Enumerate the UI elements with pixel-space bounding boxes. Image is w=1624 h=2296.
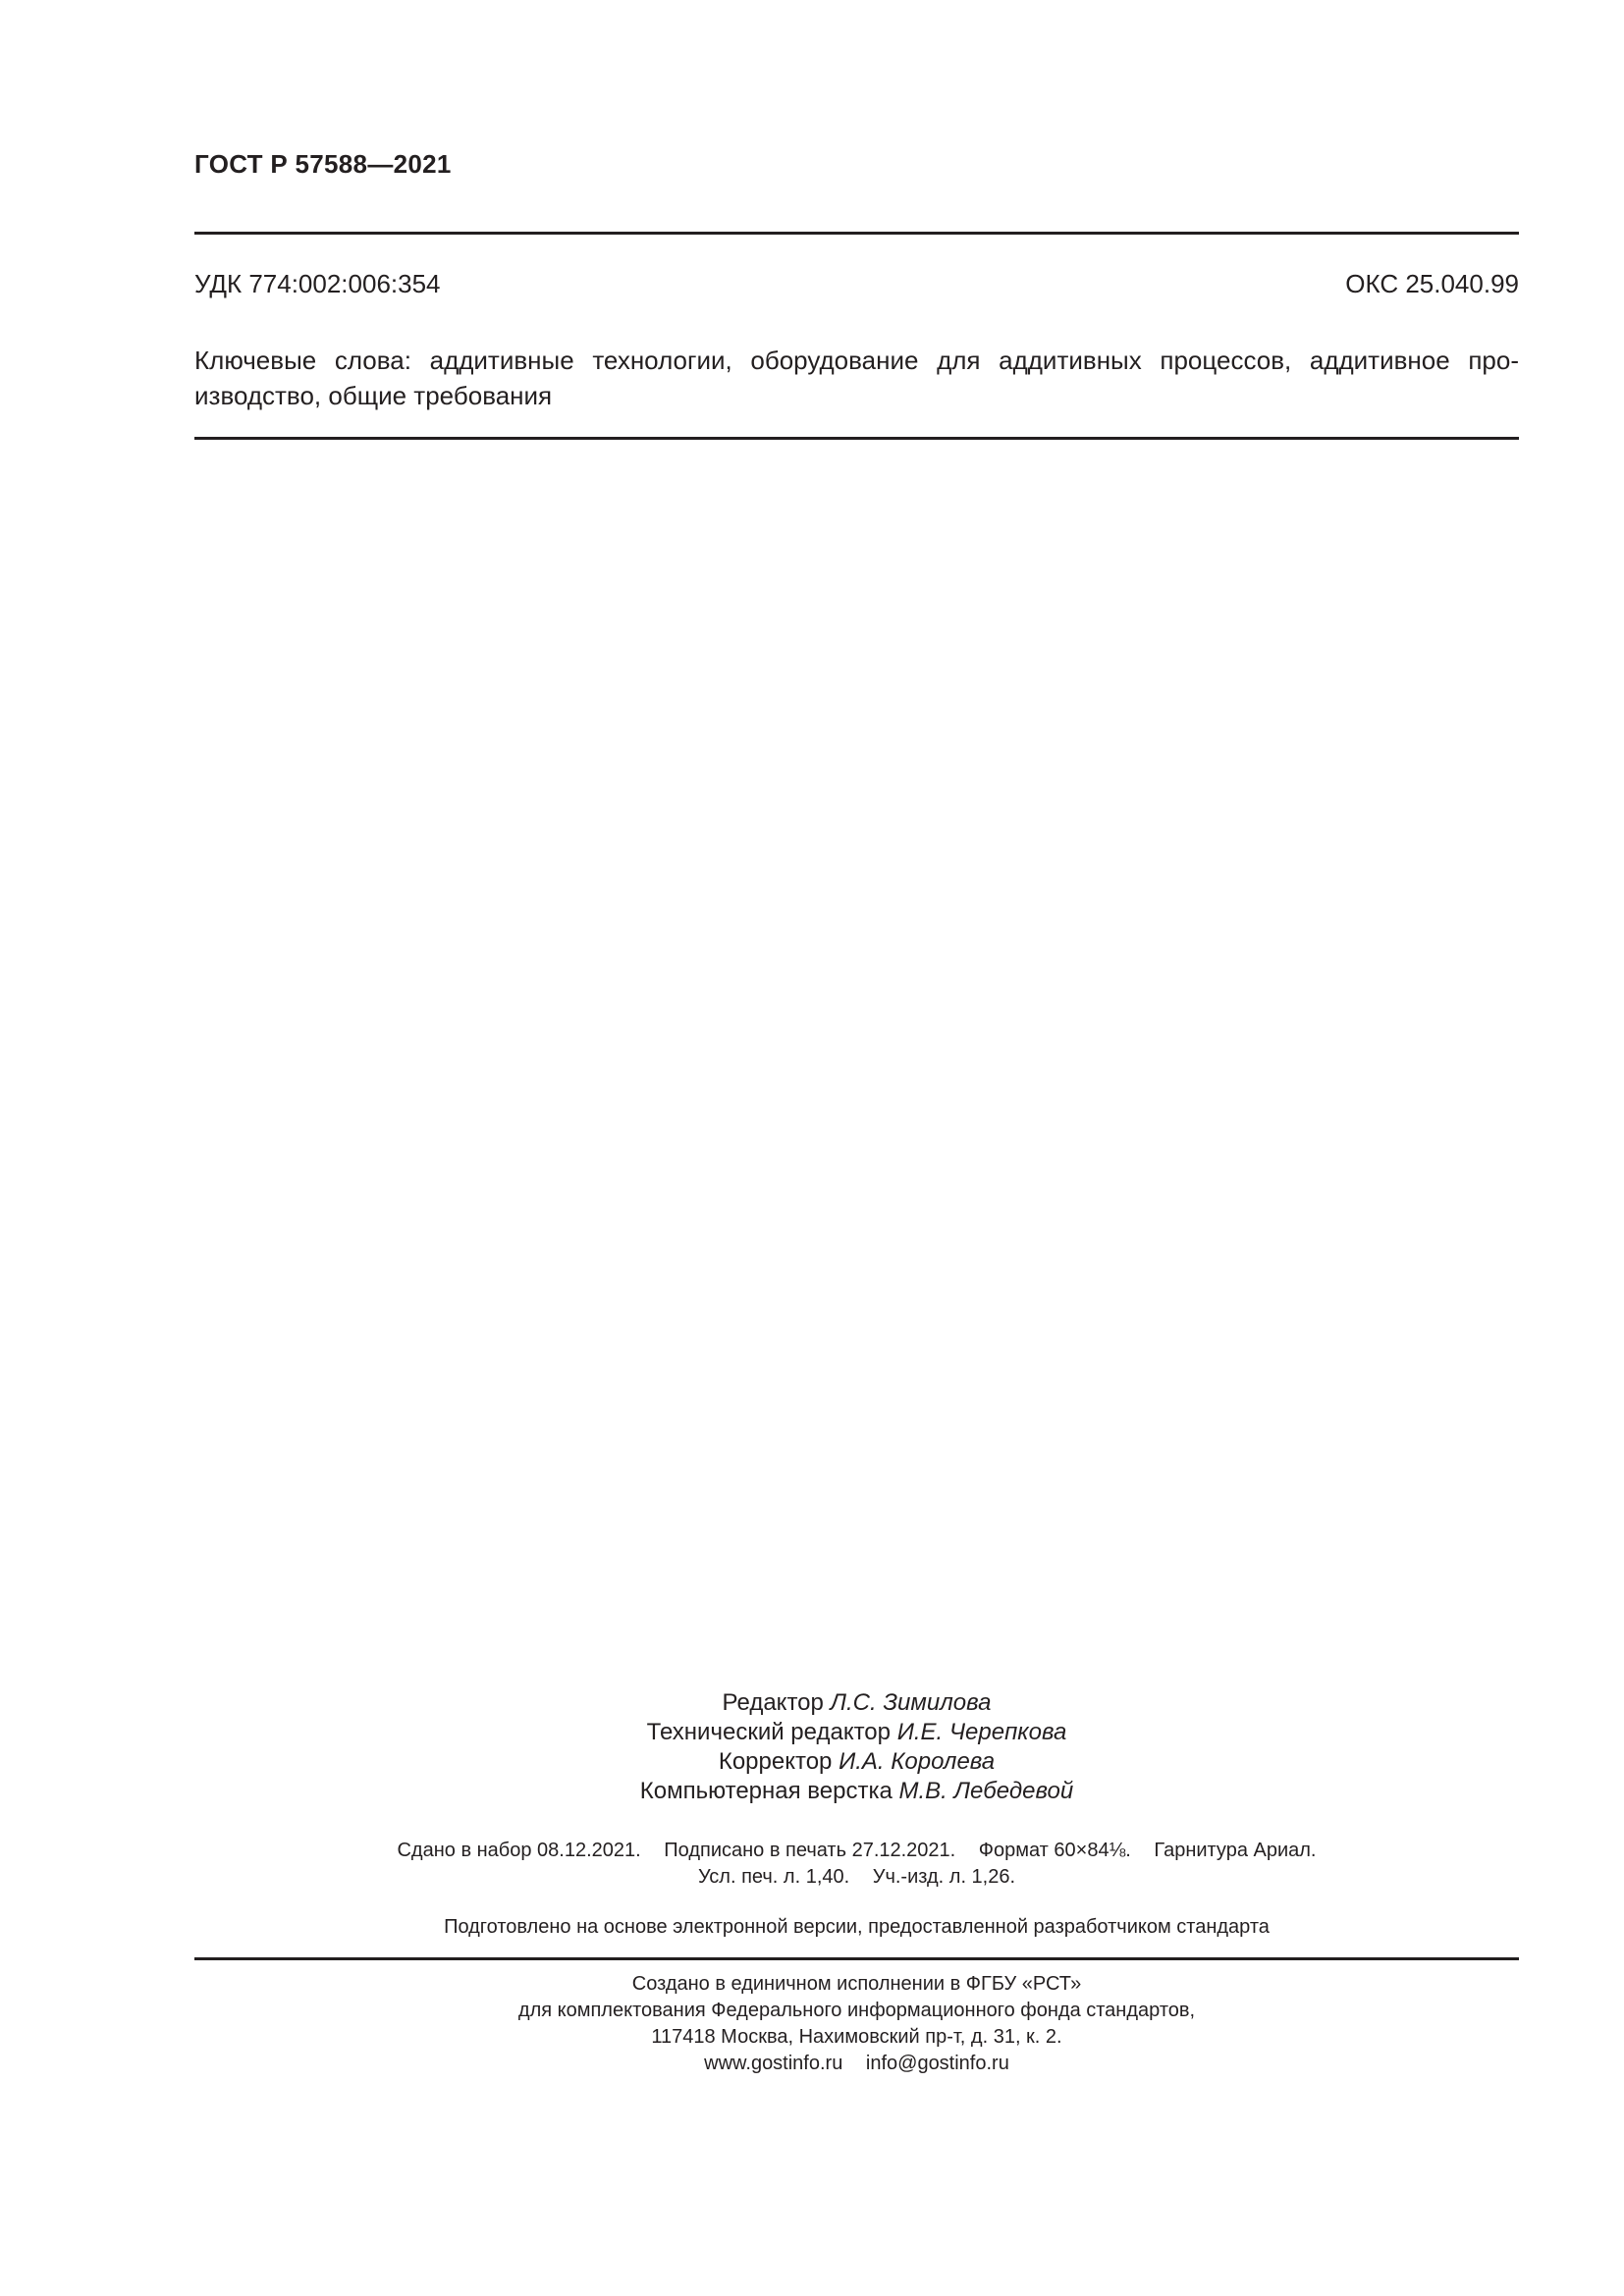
submitted-date: Сдано в набор 08.12.2021. (397, 1840, 641, 1861)
keywords-line-2: изводство, общие требования (194, 381, 553, 410)
print-info-block (194, 1838, 1519, 1891)
publisher-line-1: Создано в единичном исполнении в ФГБУ «РСТ» (631, 1973, 1082, 1995)
credit-name: И.А. Королева (839, 1748, 996, 1775)
print-info-line-2 (194, 1864, 1519, 1891)
website-link[interactable]: www.gostinfo.ru (704, 2053, 843, 2074)
credit-role: Редактор (722, 1689, 824, 1716)
email-link[interactable]: info@gostinfo.ru (865, 2053, 1009, 2074)
signed-date: Подписано в печать 27.12.2021. (664, 1840, 956, 1861)
udc-code: УДК 774:002:006:354 (194, 269, 441, 298)
publisher-contacts (194, 2051, 1519, 2077)
credit-name: И.Е. Черепкова (896, 1719, 1067, 1745)
document-code: ГОСТ Р 57588—2021 (194, 149, 452, 179)
keywords-line-1: Ключевые слова: аддитивные технологии, оборудование для аддитивных процессов, аддитивное про- (194, 346, 1519, 375)
credit-role: Технический редактор (646, 1719, 892, 1745)
oks-code: ОКС 25.040.99 (1345, 269, 1519, 298)
publisher-line-2: для комплектования Федерального информационного фонда стандартов, (517, 2000, 1196, 2021)
publisher-block (194, 1971, 1519, 2077)
divider-bottom (194, 1957, 1519, 1960)
credit-role: Корректор (718, 1748, 833, 1775)
credit-name: М.В. Лебедевой (898, 1778, 1074, 1804)
credit-name: Л.С. Зимилова (830, 1689, 992, 1716)
credit-proofreader (194, 1747, 1519, 1777)
credit-editor (194, 1688, 1519, 1718)
publisher-address: 117418 Москва, Нахимовский пр-т, д. 31, к. 2. (651, 2026, 1062, 2048)
prepared-note: Подготовлено на основе электронной версии, предоставленной разработчиком стандарта (444, 1916, 1270, 1938)
keywords-block (194, 343, 1519, 413)
publ-sheets: Уч.-изд. л. 1,26. (872, 1866, 1016, 1888)
print-sheets: Усл. печ. л. 1,40. (697, 1866, 850, 1888)
credit-tech-editor (194, 1718, 1519, 1747)
credit-role: Компьютерная верстка (639, 1778, 893, 1804)
divider-keywords (194, 437, 1519, 440)
print-info-line-1 (194, 1838, 1519, 1864)
typeface: Гарнитура Ариал. (1154, 1840, 1317, 1861)
credits-block (194, 1688, 1519, 1806)
divider-top (194, 232, 1519, 235)
print-format: Формат 60×84⅛. (978, 1840, 1131, 1861)
credit-layout (194, 1777, 1519, 1806)
